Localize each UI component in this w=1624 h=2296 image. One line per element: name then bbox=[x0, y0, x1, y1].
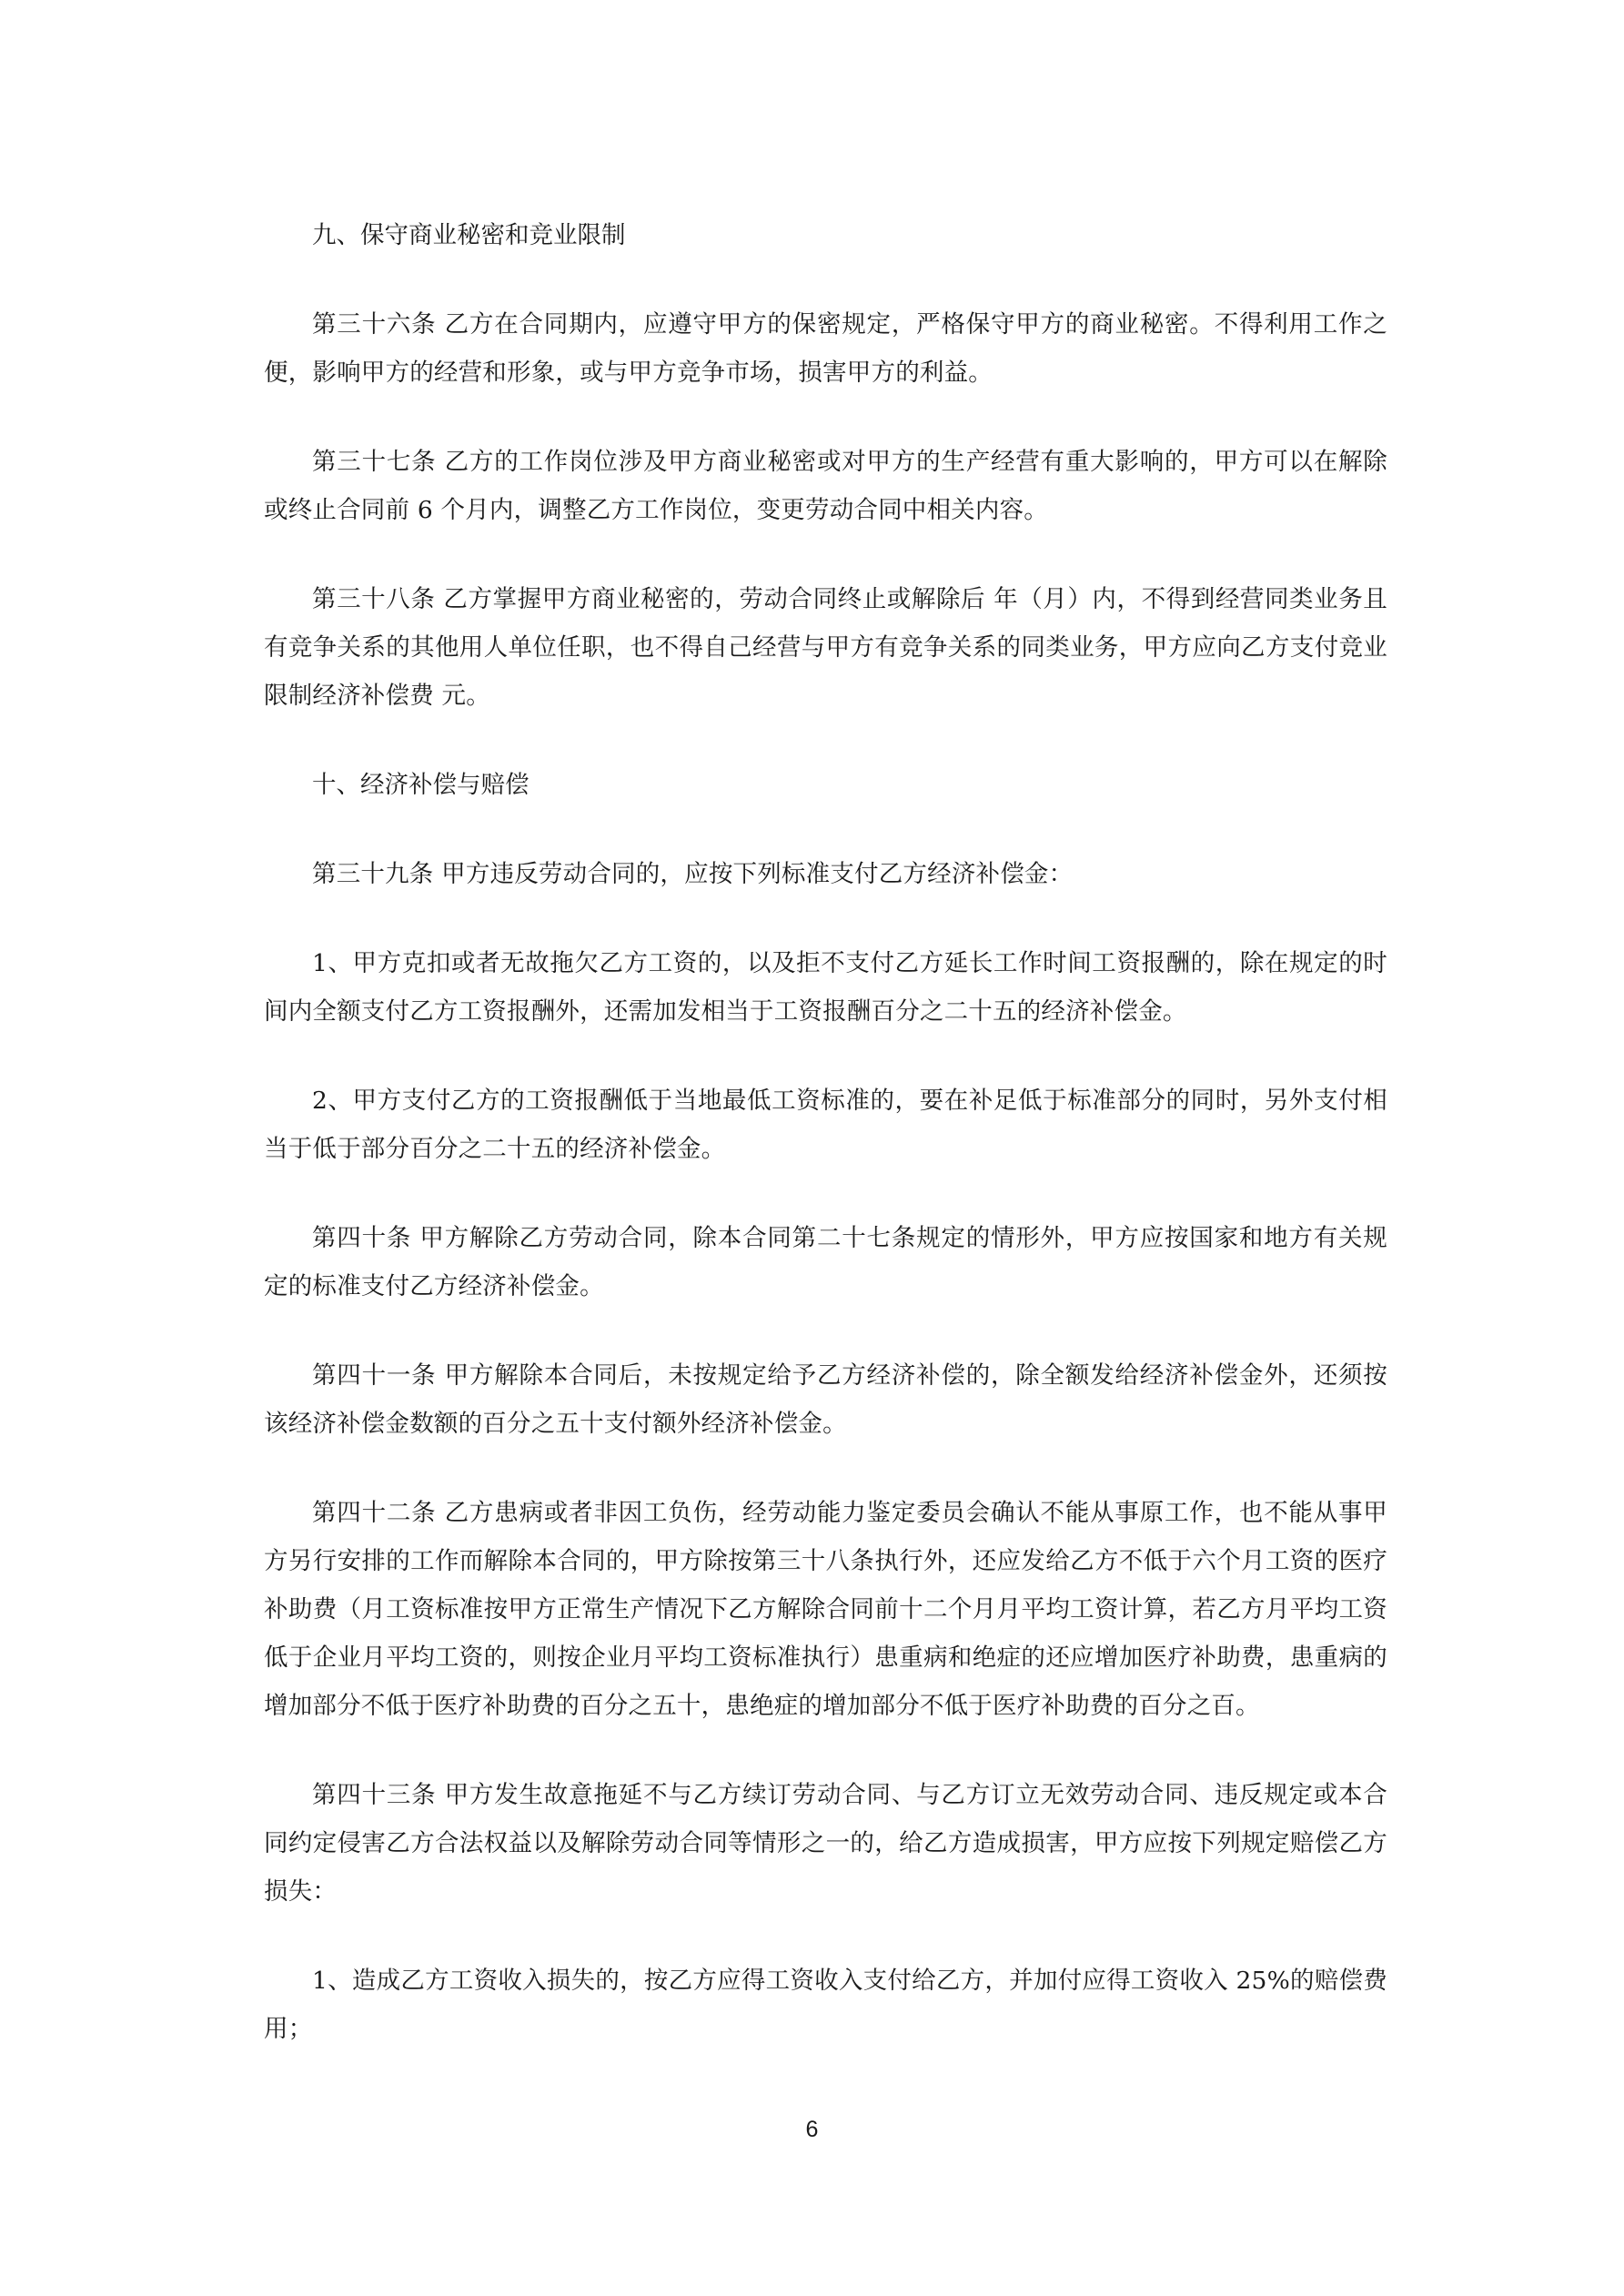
section-heading-10: 十、经济补偿与赔偿 bbox=[312, 771, 530, 799]
article-42: 第四十二条 乙方患病或者非因工负伤，经劳动能力鉴定委员会确认不能从事原工作，也不能从事甲方另行安排的工作而解除本合同的，甲方除按第三十八条执行外，还应发给乙方不低于六个月工资的医疗补助费（月工资标准按甲方正常生产情况下乙方解除合同前十二个月月平均工资计算，若乙方月平均工资低于企业月平均工资的，则按企业月平均工资标准执行）患重病和绝症的还应增加医疗补助费，患重病的增加部分不低于医疗补助费的百分之五十，患绝症的增加部分不低于医疗补助费的百分之百。 bbox=[264, 1499, 1387, 1720]
section-heading-9: 九、保守商业秘密和竞业限制 bbox=[312, 221, 626, 249]
article-43-item-1: 1、造成乙方工资收入损失的，按乙方应得工资收入支付给乙方，并加付应得工资收入 25%的赔偿费用； bbox=[264, 1967, 1387, 2043]
article-39-item-2: 2、甲方支付乙方的工资报酬低于当地最低工资标准的，要在补足低于标准部分的同时，另外支付相当于低于部分百分之二十五的经济补偿金。 bbox=[264, 1087, 1387, 1163]
article-43: 第四十三条 甲方发生故意拖延不与乙方续订劳动合同、与乙方订立无效劳动合同、违反规定或本合同约定侵害乙方合法权益以及解除劳动合同等情形之一的，给乙方造成损害，甲方应按下列规定赔偿乙方损失： bbox=[264, 1781, 1387, 1906]
article-38: 第三十八条 乙方掌握甲方商业秘密的，劳动合同终止或解除后 年（月）内，不得到经营同类业务且有竞争关系的其他用人单位任职，也不得自己经营与甲方有竞争关系的同类业务，甲方应向乙方支付竞业限制经济补偿费 元。 bbox=[264, 585, 1387, 710]
article-40: 第四十条 甲方解除乙方劳动合同，除本合同第二十七条规定的情形外，甲方应按国家和地方有关规定的标准支付乙方经济补偿金。 bbox=[264, 1224, 1387, 1300]
article-39: 第三十九条 甲方违反劳动合同的，应按下列标准支付乙方经济补偿金： bbox=[312, 860, 1074, 888]
article-37: 第三十七条 乙方的工作岗位涉及甲方商业秘密或对甲方的生产经营有重大影响的，甲方可以在解除或终止合同前 6 个月内，调整乙方工作岗位，变更劳动合同中相关内容。 bbox=[264, 448, 1387, 524]
article-36: 第三十六条 乙方在合同期内，应遵守甲方的保密规定，严格保守甲方的商业秘密。不得利用工作之便，影响甲方的经营和形象，或与甲方竞争市场，损害甲方的利益。 bbox=[264, 310, 1387, 387]
article-41: 第四十一条 甲方解除本合同后，未按规定给予乙方经济补偿的，除全额发给经济补偿金外，还须按该经济补偿金数额的百分之五十支付额外经济补偿金。 bbox=[264, 1361, 1387, 1438]
article-39-item-1: 1、甲方克扣或者无故拖欠乙方工资的，以及拒不支付乙方延长工作时间工资报酬的，除在规定的时间内全额支付乙方工资报酬外，还需加发相当于工资报酬百分之二十五的经济补偿金。 bbox=[264, 949, 1387, 1026]
page-number: 6 bbox=[805, 2117, 819, 2142]
document-body bbox=[264, 211, 1387, 2094]
